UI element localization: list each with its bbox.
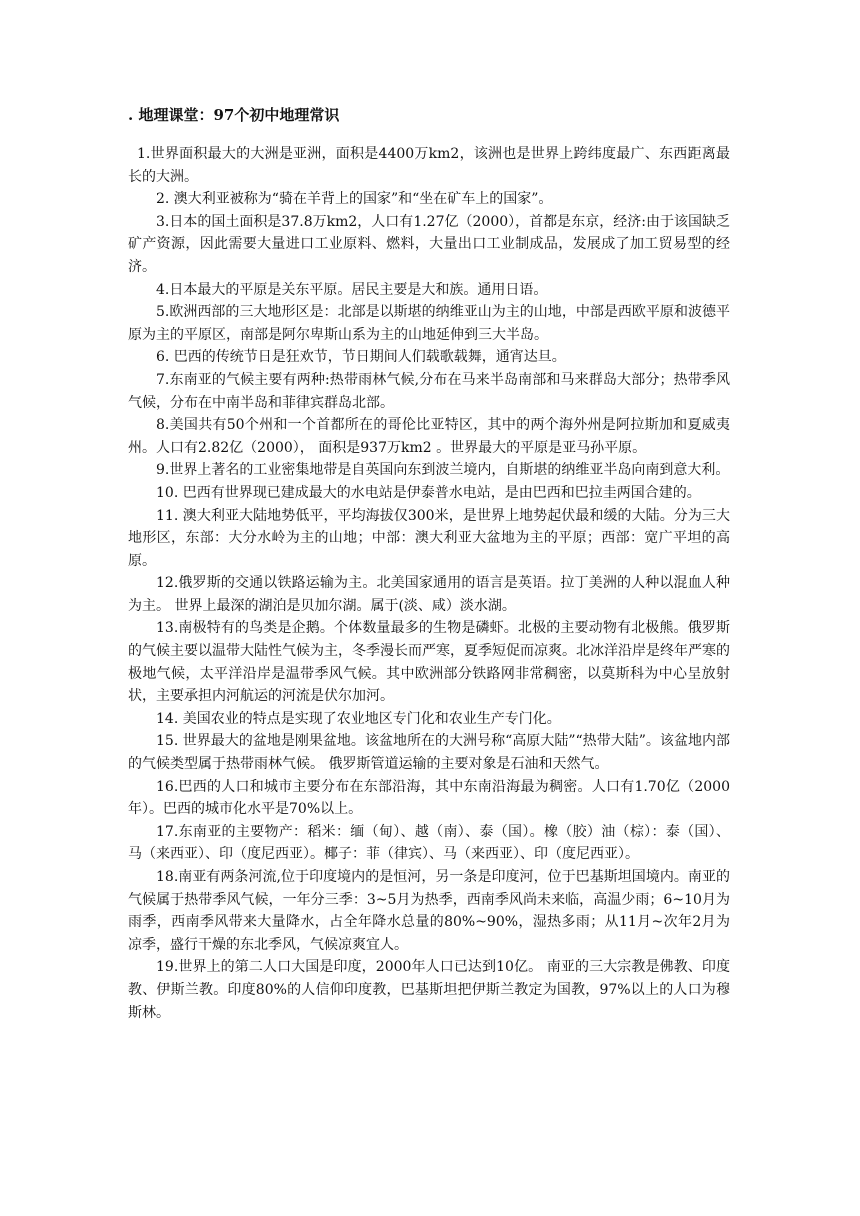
- paragraph: 1.世界面积最大的大洲是亚洲，面积是4400万km2，该洲也是世界上跨纬度最广、东西距离最长的大洲。: [128, 146, 730, 185]
- paragraph: 16.巴西的人口和城市主要分布在东部沿海，其中东南沿海最为稠密。人口有1.70亿（2000年）。巴西的城市化水平是70%以上。: [128, 778, 730, 818]
- paragraph: 5.欧洲西部的三大地形区是：北部是以斯堪的纳维亚山为主的山地，中部是西欧平原和波德平原为主的平原区，南部是阿尔卑斯山系为主的山地延伸到三大半岛。: [128, 304, 730, 343]
- document-title: . 地理课堂：97个初中地理常识: [128, 106, 340, 124]
- paragraph: 8.美国共有50个州和一个首都所在的哥伦比亚特区，其中的两个海外州是阿拉斯加和夏威夷州。人口有2.82亿（2000）， 面积是937万km2 。世界最大的平原是亚马孙平原。: [128, 417, 730, 456]
- paragraph: 3.日本的国土面积是37.8万km2，人口有1.27亿（2000），首都是东京，经济:由于该国缺乏矿产资源，因此需要大量进口工业原料、燃料，大量出口工业制成品，发展成了加工贸易型的经济。: [128, 213, 730, 275]
- paragraph: 2. 澳大利亚被称为“骑在羊背上的国家”和“坐在矿车上的国家”。: [156, 191, 553, 208]
- paragraph: 7.东南亚的气候主要有两种:热带雨林气候,分布在马来半岛南部和马来群岛大部分；热带季风气候，分布在中南半岛和菲律宾群岛北部。: [128, 371, 730, 411]
- paragraph: 17.东南亚的主要物产：稻米：缅（甸）、越（南）、泰（国）。橡（胶）油（棕）：泰（国）、马（来西亚）、印（度尼西亚）。椰子：菲（律宾）、马（来西亚）、印（度尼西亚）。: [128, 823, 730, 863]
- paragraph: 12.俄罗斯的交通以铁路运输为主。北美国家通用的语言是英语。拉丁美洲的人种以混血人种为主。 世界上最深的湖泊是贝加尔湖。属于(淡、咸）淡水湖。: [128, 575, 730, 614]
- paragraph: 15. 世界最大的盆地是刚果盆地。该盆地所在的大洲号称“高原大陆”“热带大陆”。该盆地内部的气候类型属于热带雨林气候。 俄罗斯管道运输的主要对象是石油和天然气。: [128, 733, 730, 773]
- paragraph: 9.世界上著名的工业密集地带是自英国向东到波兰境内，自斯堪的纳维亚半岛向南到意大利。: [156, 462, 730, 479]
- paragraph: 13.南极特有的鸟类是企鹅。个体数量最多的生物是磷虾。北极的主要动物有北极熊。俄罗斯的气候主要以温带大陆性气候为主，冬季漫长而严寒，夏季短促而凉爽。北冰洋沿岸是终年严寒的极地气候，太平洋沿岸是温带季风气候。其中欧洲部分铁路网非常稠密，以莫斯科为中心呈放射状，主要承担内河航运的河流是伏尔加河。: [128, 620, 730, 705]
- paragraph: 18.南亚有两条河流,位于印度境内的是恒河，另一条是印度河，位于巴基斯坦国境内。南亚的气候属于热带季风气候，一年分三季：3~5月为热季，西南季风尚未来临，高温少雨；6~10月为雨季，西南季风带来大量降水，占全年降水总量的80%~90%，湿热多雨；从11月~次年2月为凉季，盛行干燥的东北季风，气候凉爽宜人。: [128, 869, 730, 953]
- paragraph: 19.世界上的第二人口大国是印度，2000年人口已达到10亿。 南亚的三大宗教是佛教、印度教、伊斯兰教。印度80%的人信仰印度教，巴基斯坦把伊斯兰教定为国教，97%以上的人口为穆斯林。: [128, 959, 730, 1021]
- paragraph: 11. 澳大利亚大陆地势低平，平均海拔仅300米，是世界上地势起伏最和缓的大陆。分为三大地形区，东部：大分水岭为主的山地；中部：澳大利亚大盆地为主的平原；西部：宽广平坦的高原。: [128, 507, 730, 569]
- paragraph: 14. 美国农业的特点是实现了农业地区专门化和农业生产专门化。: [156, 710, 561, 727]
- document-body: [128, 143, 730, 1024]
- paragraph: 4.日本最大的平原是关东平原。居民主要是大和族。通用日语。: [156, 281, 548, 298]
- paragraph: 10. 巴西有世界现已建成最大的水电站是伊泰普水电站，是由巴西和巴拉圭两国合建的。: [156, 484, 701, 501]
- paragraph: 6. 巴西的传统节日是狂欢节，节日期间人们载歌载舞，通宵达旦。: [156, 349, 566, 366]
